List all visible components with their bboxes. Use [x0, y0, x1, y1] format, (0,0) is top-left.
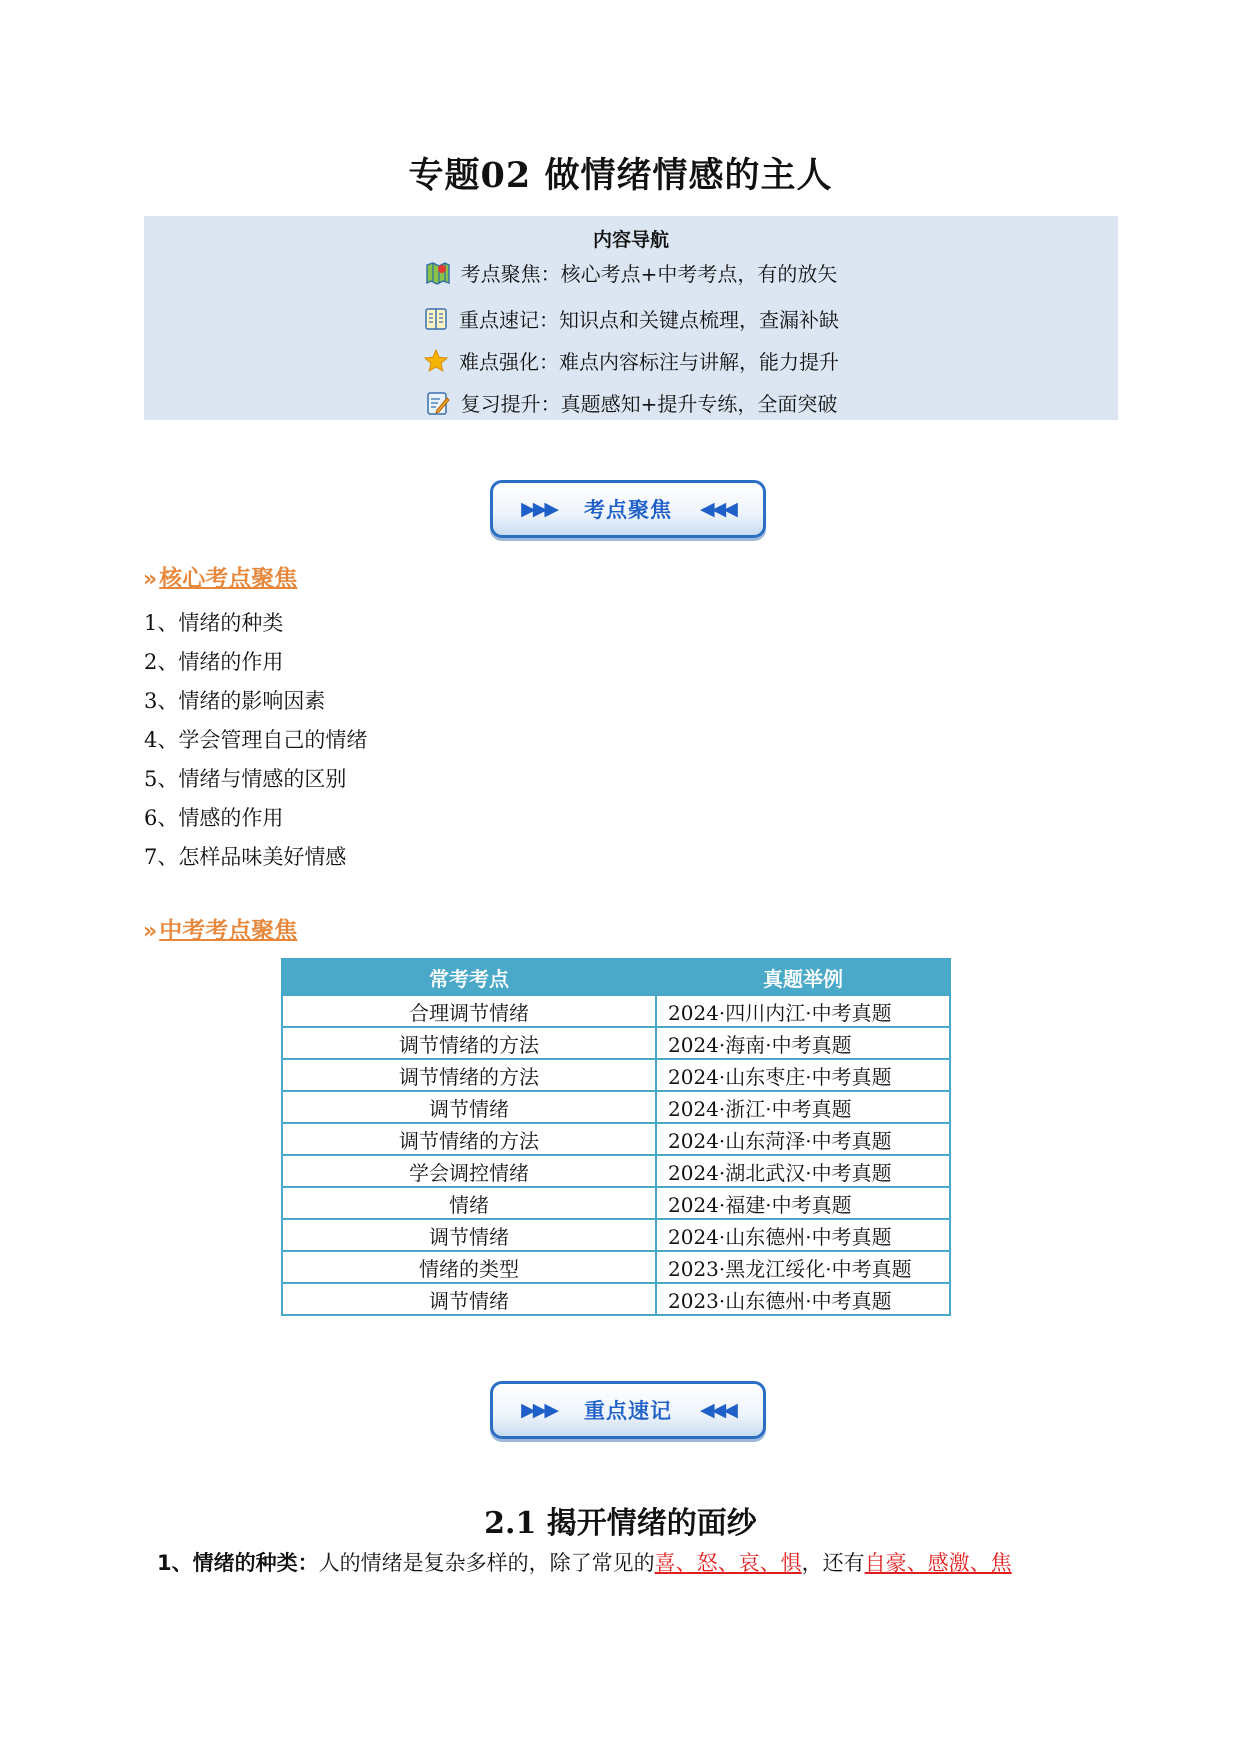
column-header: 真题举例 [656, 959, 950, 995]
table-cell: 情绪 [282, 1187, 656, 1219]
table-cell: 2024·四川内江·中考真题 [656, 995, 950, 1027]
edit-icon [425, 390, 451, 416]
table-cell: 2024·湖北武汉·中考真题 [656, 1155, 950, 1187]
table-cell: 学会调控情绪 [282, 1155, 656, 1187]
nav-item-text: 重点速记：知识点和关键点梳理，查漏补缺 [459, 308, 839, 332]
table-cell: 2024·山东德州·中考真题 [656, 1219, 950, 1251]
table-row [282, 995, 950, 1027]
page-title: 专题02 做情绪情感的主人 [408, 155, 833, 196]
table-header-row [282, 959, 950, 995]
table-cell: 2023·山东德州·中考真题 [656, 1283, 950, 1315]
table-row [282, 1187, 950, 1219]
paragraph-text: ，还有 [801, 1551, 865, 1575]
highlight-text: 喜、怒、哀、惧 [654, 1551, 802, 1575]
list-item: 1、情绪的种类 [144, 611, 284, 635]
nav-item-text: 难点强化：难点内容标注与讲解，能力提升 [459, 350, 839, 374]
list-item: 4、学会管理自己的情绪 [144, 728, 368, 752]
map-icon [425, 260, 451, 286]
list-item: 3、情绪的影响因素 [144, 689, 326, 713]
table-cell: 2024·山东菏泽·中考真题 [656, 1123, 950, 1155]
nav-item-notes [144, 304, 1118, 333]
table-row [282, 1219, 950, 1251]
table-cell: 调节情绪的方法 [282, 1027, 656, 1059]
list-item: 5、情绪与情感的区别 [144, 767, 347, 791]
table-row [282, 1027, 950, 1059]
nav-item-text: 复习提升：真题感知+提升专练，全面突破 [460, 392, 838, 416]
nav-heading: 内容导航 [592, 229, 669, 251]
exam-points-table [281, 958, 951, 1316]
banner-left-arrows: ▶▶▶ [521, 1399, 556, 1421]
table-row [282, 1059, 950, 1091]
double-chevron-icon: » [143, 567, 158, 592]
banner-label: 重点速记 [584, 1399, 672, 1423]
book-icon [423, 306, 449, 332]
section-banner-notes [490, 1381, 766, 1439]
double-chevron-icon: » [143, 919, 158, 944]
table-row [282, 1283, 950, 1315]
section-banner-focus [490, 480, 766, 538]
banner-left-arrows: ▶▶▶ [521, 498, 556, 520]
table-cell: 2024·山东枣庄·中考真题 [656, 1059, 950, 1091]
table-cell: 调节情绪的方法 [282, 1059, 656, 1091]
content-navigation [144, 216, 1118, 420]
table-cell: 2024·福建·中考真题 [656, 1187, 950, 1219]
table-cell: 2023·黑龙江绥化·中考真题 [656, 1251, 950, 1283]
exam-heading-text: 中考考点聚焦 [159, 918, 298, 944]
nav-item-review [144, 388, 1118, 417]
highlight-text: 自豪、感激、焦 [864, 1551, 1012, 1575]
table-row [282, 1251, 950, 1283]
emotion-types-paragraph [157, 1547, 1012, 1577]
nav-item-focus [144, 258, 1118, 287]
table-row [282, 1155, 950, 1187]
paragraph-text: 人的情绪是复杂多样的，除了常见的 [318, 1551, 655, 1575]
table-row [282, 1123, 950, 1155]
section-title: 2.1 揭开情绪的面纱 [484, 1506, 757, 1541]
banner-label: 考点聚焦 [584, 498, 672, 522]
core-heading-text: 核心考点聚焦 [159, 566, 298, 592]
nav-item-text: 考点聚焦：核心考点+中考考点，有的放矢 [460, 262, 838, 286]
table-cell: 调节情绪 [282, 1091, 656, 1123]
core-heading [143, 560, 297, 593]
banner-right-arrows: ◀◀◀ [700, 1399, 735, 1421]
table-cell: 情绪的类型 [282, 1251, 656, 1283]
table-cell: 2024·海南·中考真题 [656, 1027, 950, 1059]
list-item: 7、怎样品味美好情感 [144, 845, 347, 869]
nav-item-difficulty [144, 346, 1118, 375]
table-cell: 合理调节情绪 [282, 995, 656, 1027]
list-item: 6、情感的作用 [144, 806, 284, 830]
core-points-list [144, 604, 367, 877]
list-item: 2、情绪的作用 [144, 650, 284, 674]
paragraph-label: 1、情绪的种类： [157, 1551, 319, 1575]
table-cell: 调节情绪 [282, 1283, 656, 1315]
exam-heading [143, 912, 297, 945]
star-icon [423, 348, 449, 374]
column-header: 常考考点 [282, 959, 656, 995]
table-cell: 2024·浙江·中考真题 [656, 1091, 950, 1123]
table-cell: 调节情绪的方法 [282, 1123, 656, 1155]
table-row [282, 1091, 950, 1123]
table-cell: 调节情绪 [282, 1219, 656, 1251]
banner-right-arrows: ◀◀◀ [700, 498, 735, 520]
